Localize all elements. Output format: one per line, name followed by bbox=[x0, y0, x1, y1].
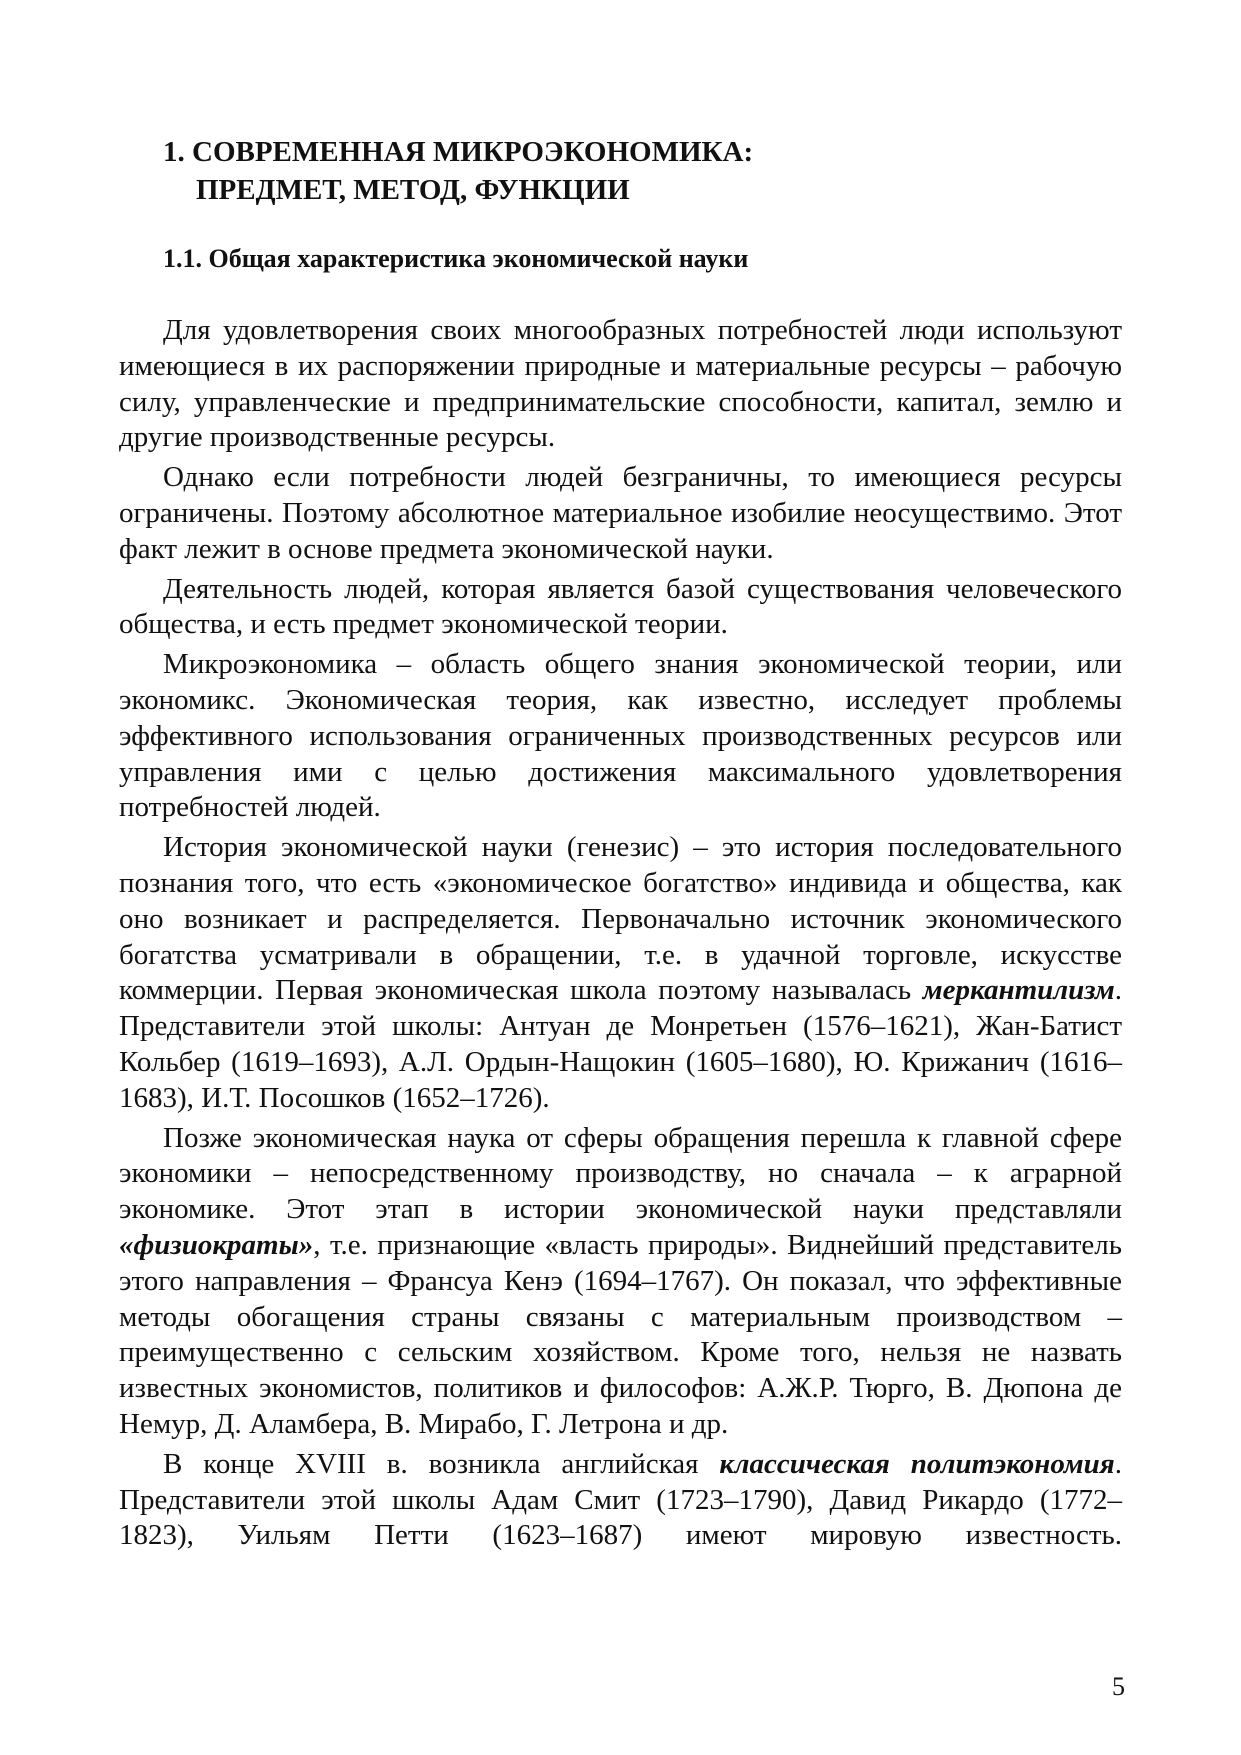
chapter-title-line1: 1. СОВРЕМЕННАЯ МИКРОЭКОНОМИКА: bbox=[163, 136, 754, 168]
paragraph-5 bbox=[119, 830, 1122, 1116]
paragraph-7-text-after: . Представители этой школы Адам Смит (1723–1790), Давид Рикардо (1772–1823), Уильям Петти (1623–1687) имеют мировую известность. bbox=[119, 1447, 1122, 1552]
term-classical-political-economy: классическая политэкономия bbox=[719, 1447, 1115, 1480]
term-physiocrats: «физиократы» bbox=[119, 1228, 314, 1261]
paragraph-7-text-before: В конце XVIII в. возникла английская bbox=[163, 1447, 720, 1480]
paragraph-4: Микроэкономика – область общего знания экономической теории, или экономикс. Экономическая теория, как известно, исследует проблемы эффективного использования ограниченных производственных ресурсов или управления ими с целью достижения максимального удовлетворения потребностей людей. bbox=[119, 648, 1122, 824]
paragraph-7 bbox=[119, 1447, 1122, 1554]
paragraph-6-text-after: , т.е. признающие «власть природы». Виднейший представитель этого направления – Франсуа Кенэ (1694–1767). Он показал, что эффективные методы обогащения страны связаны с материальным производством – преимущественно с сельским хозяйством. Кроме того, нельзя не назвать известных экономистов, политиков и философов: А.Ж.Р. Тюрго, В. Дюпона де Немур, Д. Аламбера, В. Мирабо, Г. Летрона и др. bbox=[119, 1228, 1122, 1440]
chapter-title-line2: ПРЕДМЕТ, МЕТОД, ФУНКЦИИ bbox=[196, 174, 630, 206]
paragraph-6-text-before: Позже экономическая наука от сферы обращения перешла к главной сфере экономики – непосредственному производству, но сначала – к аграрной экономике. Этот этап в истории экономической науки представляли bbox=[119, 1121, 1122, 1226]
paragraph-5-text-after: . Представители этой школы: Антуан де Монретьен (1576–1621), Жан-Батист Кольбер (1619–1693), А.Л. Ордын-Нащокин (1605–1680), Ю. Крижанич (1616–1683), И.Т. Посошков (1652–1726). bbox=[119, 974, 1122, 1114]
paragraph-1: Для удовлетворения своих многообразных потребностей люди используют имеющиеся в их распоряжении природные и материальные ресурсы – рабочую силу, управленческие и предпринимательские способности, капитал, землю и другие производственные ресурсы. bbox=[119, 314, 1122, 454]
section-title: 1.1. Общая характеристика экономической науки bbox=[163, 244, 749, 273]
page-number: 5 bbox=[1112, 1672, 1125, 1701]
paragraph-6 bbox=[119, 1121, 1122, 1443]
paragraph-2: Однако если потребности людей безграничны, то имеющиеся ресурсы ограничены. Поэтому абсолютное материальное изобилие неосуществимо. Этот факт лежит в основе предмета экономической науки. bbox=[119, 461, 1122, 565]
body-text bbox=[119, 313, 1122, 1558]
chapter-title bbox=[163, 133, 1123, 209]
paragraph-3: Деятельность людей, которая является базой существования человеческого общества, и есть предмет экономической теории. bbox=[119, 572, 1122, 641]
term-mercantilism: меркантилизм bbox=[922, 974, 1115, 1007]
paragraph-5-text-before: История экономической науки (генезис) – это история последовательного познания того, что есть «экономическое богатство» индивида и общества, как оно возникает и распределяется. Первоначально источник экономического богатства усматривали в обращении, т.е. в удачной торговле, искусстве коммерции. Первая экономическая школа поэтому называлась bbox=[119, 831, 1122, 1007]
